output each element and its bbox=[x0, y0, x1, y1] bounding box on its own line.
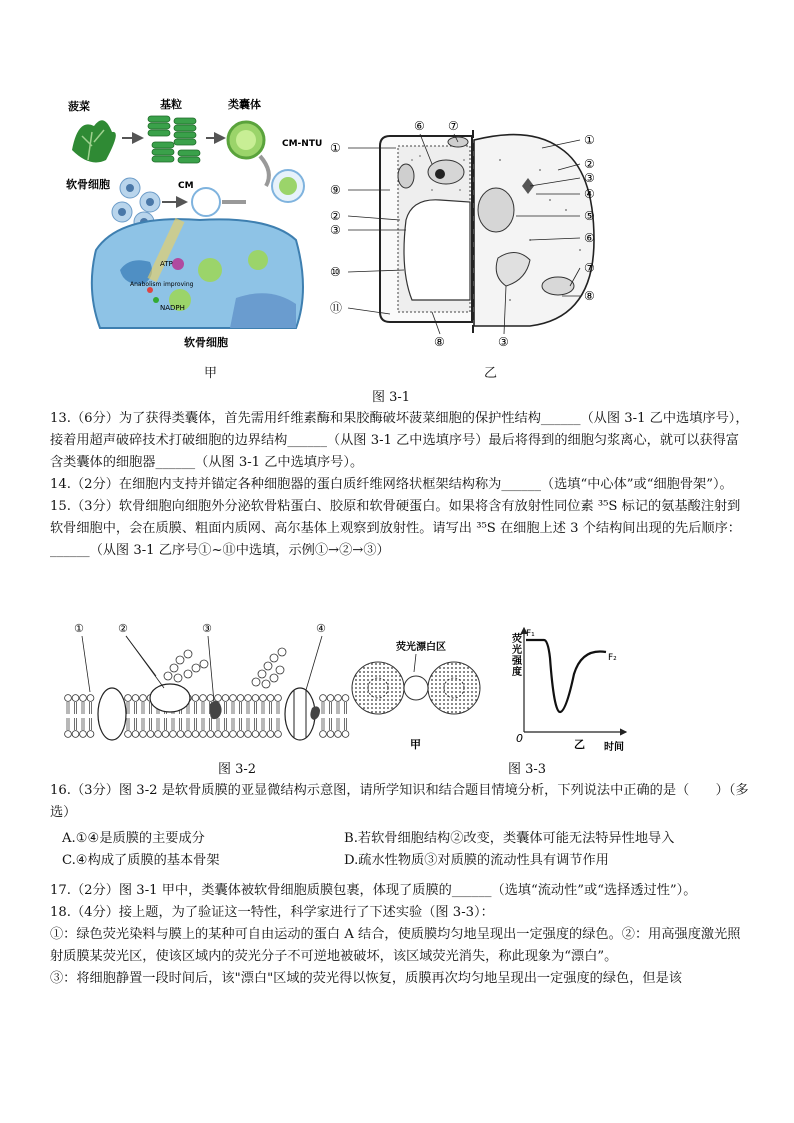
animal-nucleus bbox=[478, 188, 514, 232]
yi-num-right-1: ① bbox=[584, 133, 595, 147]
cm-ntu-image bbox=[272, 170, 304, 202]
yi-num-left-10: ⑩ bbox=[330, 265, 341, 279]
cholesterol-3 bbox=[210, 701, 222, 719]
yi-num-right-6: ⑥ bbox=[584, 231, 595, 245]
question-18-step-2: ③：将细胞静置一段时间后，该"漂白"区域的荧光得以恢复，质膜再次均匀地呈现出一定强度的绿色，但是该 bbox=[50, 971, 682, 986]
fig-3-2-label-2: ② bbox=[118, 622, 128, 635]
fig-3-1-yi-caption: 乙 bbox=[484, 366, 498, 381]
fig-3-1-jia-caption: 甲 bbox=[204, 366, 218, 381]
fig-3-3-jia-caption: 甲 bbox=[410, 738, 421, 751]
option-c[interactable]: C.④构成了质膜的基本骨架 bbox=[62, 853, 220, 868]
fig-3-3-ylabel-1: 荧 bbox=[512, 634, 522, 645]
figure-3-3 bbox=[350, 618, 640, 758]
figure-3-3-svg bbox=[350, 618, 640, 758]
question-14: 14.（2分）在细胞内支持并锚定各种细胞器的蛋白质纤维网络状框架结构称为______（选填“中心体”或“细胞骨架”）。 bbox=[50, 477, 733, 492]
vacuole bbox=[404, 200, 470, 300]
options-row-1 bbox=[62, 828, 752, 850]
arrow-3 bbox=[260, 156, 269, 186]
option-a[interactable]: A.①④是质膜的主要成分 bbox=[62, 831, 205, 846]
fluorescent-cells bbox=[352, 662, 480, 714]
fig-3-3-f1: F₁ bbox=[526, 629, 535, 639]
fig-3-3-caption: 图 3-3 bbox=[508, 762, 547, 777]
question-13-15-block bbox=[50, 408, 750, 562]
question-16-options bbox=[62, 828, 752, 872]
yi-num-right-4: ④ bbox=[584, 187, 595, 201]
yi-num-right-7: ⑦ bbox=[584, 261, 595, 275]
yi-num-top-6: ⑥ bbox=[414, 119, 425, 133]
question-17-18-block bbox=[50, 880, 750, 990]
label-thylakoid: 类囊体 bbox=[228, 98, 261, 111]
yi-num-left-9: ⑨ bbox=[330, 183, 341, 197]
question-15: 15.（3分）软骨细胞向细胞外分泌软骨粘蛋白、胶原和软骨硬蛋白。如果将含有放射性同位素 ³⁵S 标记的氨基酸注射到软骨细胞中，会在质膜、粗面内质网、高尔基体上观察到放射性。请写出 ³⁵S 在细胞上述 3 个结构间出现的先后顺序：______（从图 3-1 乙序号①~⑪中选填，示例①→②→③） bbox=[50, 499, 741, 558]
spinach-image bbox=[72, 120, 116, 162]
label-cm-ntu: CM-NTU bbox=[282, 139, 323, 149]
glycoprotein bbox=[150, 684, 190, 712]
yi-num-top-7: ⑦ bbox=[448, 119, 459, 133]
question-17: 17.（2分）图 3-1 甲中，类囊体被软骨细胞质膜包裹，体现了质膜的______（选填“流动性”或“选择透过性”）。 bbox=[50, 883, 697, 898]
fig-3-2-label-4: ④ bbox=[316, 622, 326, 635]
yi-num-bottom-8: ⑧ bbox=[434, 335, 445, 349]
fig-3-2-label-3: ③ bbox=[202, 622, 212, 635]
options-row-2 bbox=[62, 850, 752, 872]
figure-3-2 bbox=[60, 618, 350, 748]
label-cm: CM bbox=[178, 181, 194, 191]
fig-3-3-f2: F₂ bbox=[608, 653, 617, 663]
yi-num-right-3: ③ bbox=[584, 171, 595, 185]
question-18-intro: 18.（4分）接上题，为了验证这一特性，科学家进行了下述实验（图 3-3）： bbox=[50, 905, 494, 920]
fig-3-3-ylabel bbox=[511, 632, 525, 678]
fluorescence-curve bbox=[526, 640, 606, 712]
fig-3-3-jia-label: 荧光漂白区 bbox=[396, 642, 446, 653]
yi-num-left-3: ③ bbox=[330, 223, 341, 237]
question-16: 16.（3分）图 3-2 是软骨质膜的亚显微结构示意图，请所学知识和结合题目情境分析，下列说法中正确的是（ ）（多选） bbox=[50, 783, 749, 820]
yi-num-right-2: ② bbox=[584, 157, 595, 171]
figure-3-1 bbox=[60, 90, 620, 390]
label-chondrocyte-top: 软骨细胞 bbox=[66, 178, 110, 191]
yi-num-bottom-3: ③ bbox=[498, 335, 509, 349]
label-spinach: 菠菜 bbox=[68, 100, 90, 113]
label-atp: ATP bbox=[160, 260, 173, 268]
panel-jia bbox=[66, 97, 322, 349]
yi-num-left-11: ⑪ bbox=[330, 301, 343, 315]
fig-3-3-yi-caption: 乙 bbox=[574, 738, 585, 751]
fig-3-2-caption: 图 3-2 bbox=[218, 762, 257, 777]
option-d[interactable]: D.疏水性物质③对质膜的流动性具有调节作用 bbox=[344, 853, 609, 868]
fig-3-2-label-1: ① bbox=[74, 622, 84, 635]
grana-image bbox=[148, 116, 200, 163]
yi-num-right-8: ⑧ bbox=[584, 289, 595, 303]
chondrocyte-large bbox=[92, 219, 303, 328]
sugar-chains bbox=[164, 648, 286, 688]
thylakoid-image bbox=[228, 122, 264, 158]
yi-num-left-2: ② bbox=[330, 209, 341, 223]
fig-3-3-ylabel-2: 光 bbox=[512, 645, 522, 656]
figure-3-1-svg bbox=[60, 90, 620, 390]
transmembrane-protein-1 bbox=[98, 688, 126, 740]
yi-num-right-5: ⑤ bbox=[584, 209, 595, 223]
fig-3-3-ylabel-3: 强 bbox=[512, 656, 522, 667]
plant-nucleus bbox=[428, 160, 464, 184]
yi-num-left-1: ① bbox=[330, 141, 341, 155]
fig-3-3-origin: 0 bbox=[516, 732, 523, 745]
question-18-step-1: ①：绿色荧光染料与膜上的某种可自由运动的蛋白 A 结合，使质膜均匀地呈现出一定强度的绿色。②：用高强度激光照射质膜某荧光区，使该区域内的荧光分子不可逆地被破坏，该区域荧光消失，称此现象为“漂白”。 bbox=[50, 927, 741, 964]
label-chondrocyte-bottom: 软骨细胞 bbox=[184, 336, 228, 349]
panel-yi bbox=[330, 119, 595, 349]
option-b[interactable]: B.若软骨细胞结构②改变，类囊体可能无法特异性地导入 bbox=[344, 831, 675, 846]
fig-3-3-ylabel-4: 度 bbox=[512, 667, 522, 678]
cm-membrane bbox=[192, 188, 220, 216]
fig-3-1-caption: 图 3-1 bbox=[372, 390, 411, 405]
fig-3-3-xlabel: 时间 bbox=[604, 742, 624, 753]
label-anabolism: Anabolism improving bbox=[130, 281, 194, 288]
question-13: 13.（6分）为了获得类囊体，首先需用纤维素酶和果胶酶破坏菠菜细胞的保护性结构______（从图 3-1 乙中选填序号），接着用超声破碎技术打破细胞的边界结构______（从图 3-1 乙中选填序号）最后将得到的细胞匀浆离心，就可以获得富含类囊体的细胞器______（从图 3-1 乙中选填序号）。 bbox=[50, 411, 749, 470]
label-grana: 基粒 bbox=[160, 98, 182, 111]
label-nadph: NADPH bbox=[160, 304, 185, 312]
figure-3-2-svg bbox=[60, 618, 350, 748]
